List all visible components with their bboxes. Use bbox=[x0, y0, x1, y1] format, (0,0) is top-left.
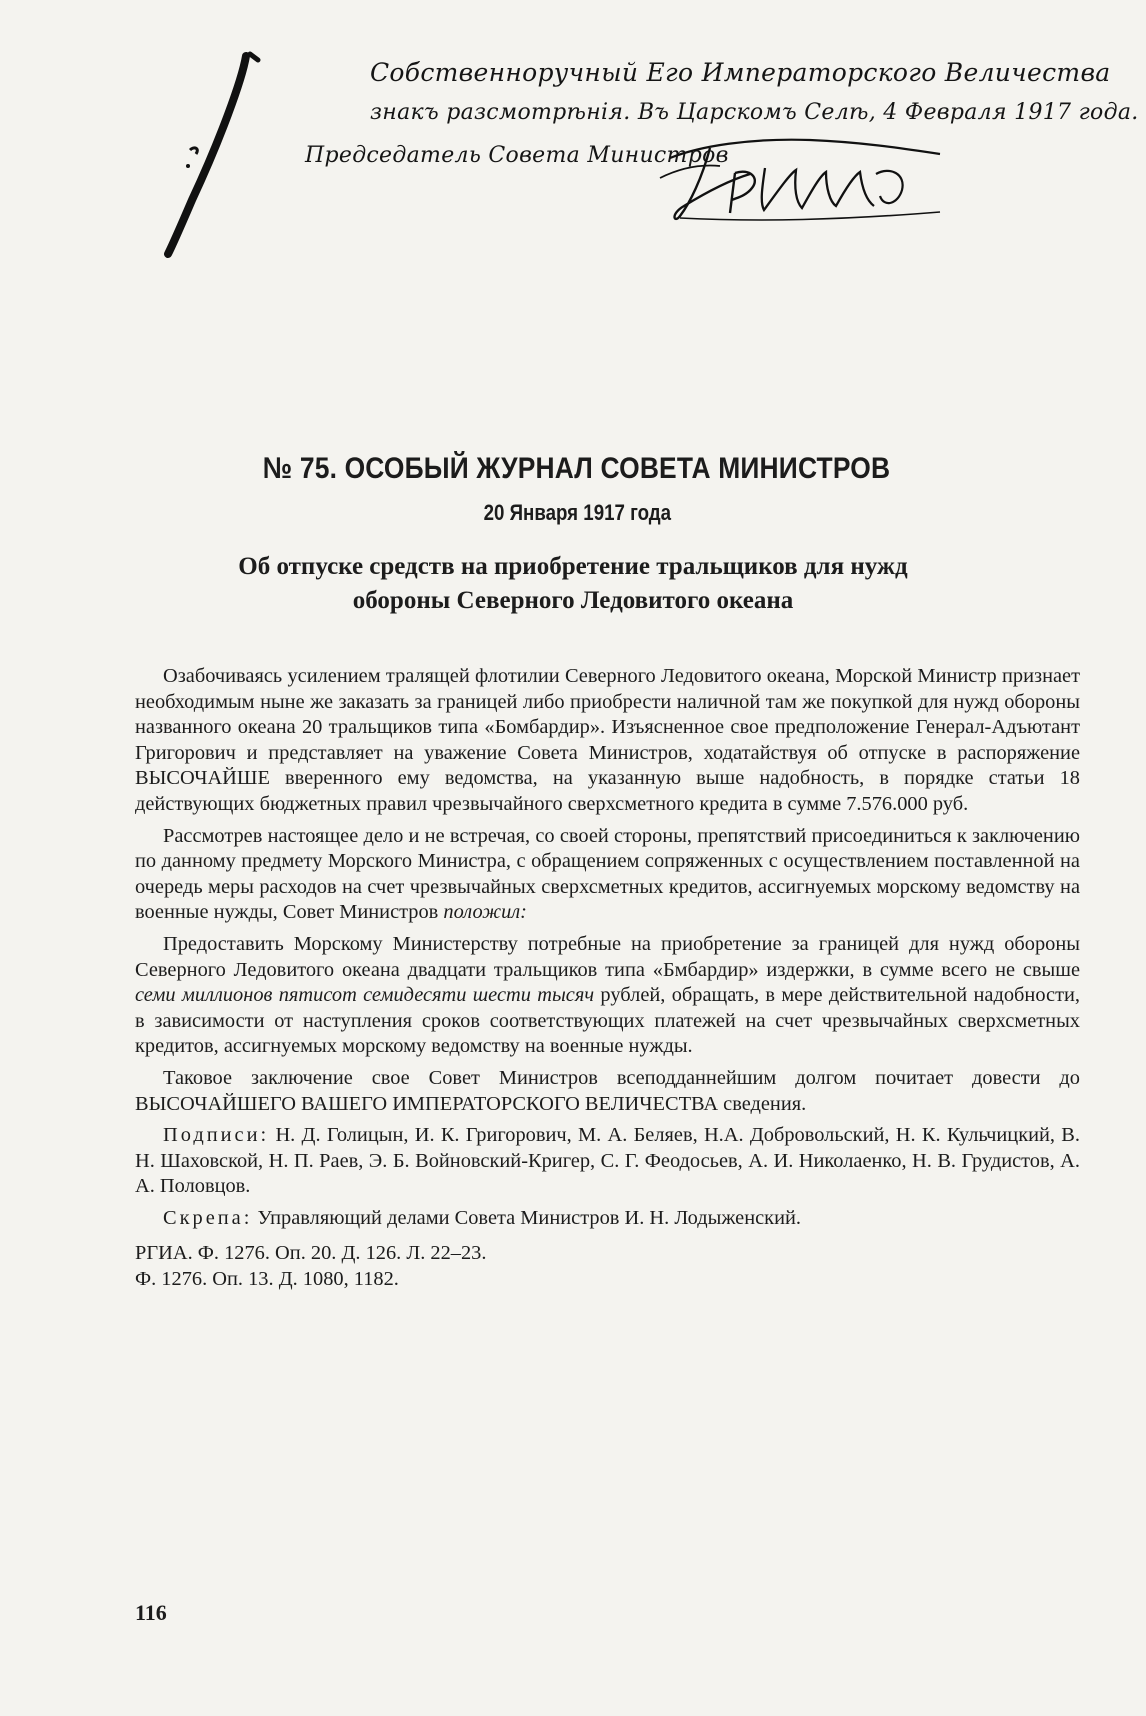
paragraph-4: Таковое заключение свое Совет Министров всеподданнейшим долгом почитает довести до ВЫСОЧАЙШЕГО ВАШЕГО ИМПЕРАТОРСКОГО ВЕЛИЧЕСТВА сведения. bbox=[135, 1066, 1080, 1115]
signatures-label: Подписи: bbox=[163, 1124, 270, 1147]
seal-text: Управляющий делами Совета Министров И. Н. Лодыженский. bbox=[257, 1206, 801, 1229]
imperial-resolution bbox=[0, 0, 1146, 300]
document-body bbox=[135, 664, 1080, 1293]
seal-paragraph bbox=[135, 1206, 1080, 1232]
signatures-list: Н. Д. Голицын, И. К. Григорович, М. А. Беляев, Н.А. Добровольский, Н. К. Кульчицкий, В. Н. Шаховской, Н. П. Раев, Э. Б. Войновский-Кригер, С. Г. Феодосьев, А. И. Николаенко, Н. В. Грудистов, А. А. Половцов. bbox=[135, 1124, 1080, 1198]
page-number: 116 bbox=[135, 1600, 167, 1625]
archive-reference bbox=[135, 1241, 1080, 1292]
archive-line-2: Ф. 1276. Оп. 13. Д. 1080, 1182. bbox=[135, 1268, 399, 1291]
seal-label: Скрепа: bbox=[163, 1206, 253, 1229]
paragraph-2-text: Рассмотрев настоящее дело и не встречая, со своей стороны, препятствий присоединиться к заключению по данному предмету Морского Министра, с обращением сопряженных с осуществлением поставленной на очередь меры расходов на счет чрезвычайных сверхсметных кредитов, ассигнуемых морскому ведомству на военные нужды, Совет Министров bbox=[135, 824, 1080, 924]
subject-line-1: Об отпуске средств на приобретение тральщиков для нужд bbox=[238, 553, 908, 580]
signatures-paragraph bbox=[135, 1123, 1080, 1200]
handwritten-signature-icon bbox=[640, 118, 960, 238]
document-date: 20 Января 1917 года bbox=[483, 500, 672, 525]
document-subject bbox=[0, 550, 1146, 618]
subject-line-2: обороны Северного Ледовитого океана bbox=[352, 587, 794, 614]
paragraph-3-end: рублей, обращать, в мере действительной надобности, в зависимости от наступления сроков соответствующих платежей на счет чрезвычайных сверхсметных кредитов, ассигнуемых морскому ведомству на военные нужды. bbox=[135, 984, 1081, 1058]
resolution-line-3: Председатель Совета Министров bbox=[305, 143, 729, 168]
document-title: № 75. ОСОБЫЙ ЖУРНАЛ СОВЕТА МИНИСТРОВ bbox=[262, 452, 891, 485]
paragraph-3 bbox=[135, 932, 1080, 1060]
paragraph-2 bbox=[135, 824, 1080, 926]
paragraph-3-start: Предоставить Морскому Министерству потребные на приобретение за границей для нужд обороны Северного Ледовитого океана двадцати тральщиков типа «Бмбардир» издержки, в сумме всего не свыше bbox=[135, 932, 1080, 981]
paragraph-1: Озабочиваясь усилением тралящей флотилии Северного Ледовитого океана, Морской Министр признает необходимым ныне же заказать за границей либо приобрести наличной там же покупкой для нужд обороны названного океана 20 тральщиков типа «Бомбардир». Изъясненное свое предположение Генерал-Адъютант Григорович и представляет на уважение Совета Министров, ходатайствуя об отпуске в распоряжение ВЫСОЧАЙШЕ вверенного ему ведомства, на указанную выше надобность, в порядке статьи 18 действующих бюджетных правил чрезвычайного сверхсметного кредита в сумме 7.576.000 руб. bbox=[135, 665, 1080, 815]
paragraph-2-italic: положил: bbox=[443, 901, 527, 924]
resolution-line-1: Собственноручный Его Императорского Величества bbox=[370, 58, 1111, 87]
resolution-line-2: знакъ разсмотрѣнія. Въ Царскомъ Селѣ, 4 Февраля 1917 года. bbox=[370, 100, 1139, 125]
archive-line-1: РГИА. Ф. 1276. Оп. 20. Д. 126. Л. 22–23. bbox=[135, 1242, 487, 1265]
paragraph-3-italic: семи миллионов пятисот семидесяти шести тысяч bbox=[135, 984, 595, 1007]
